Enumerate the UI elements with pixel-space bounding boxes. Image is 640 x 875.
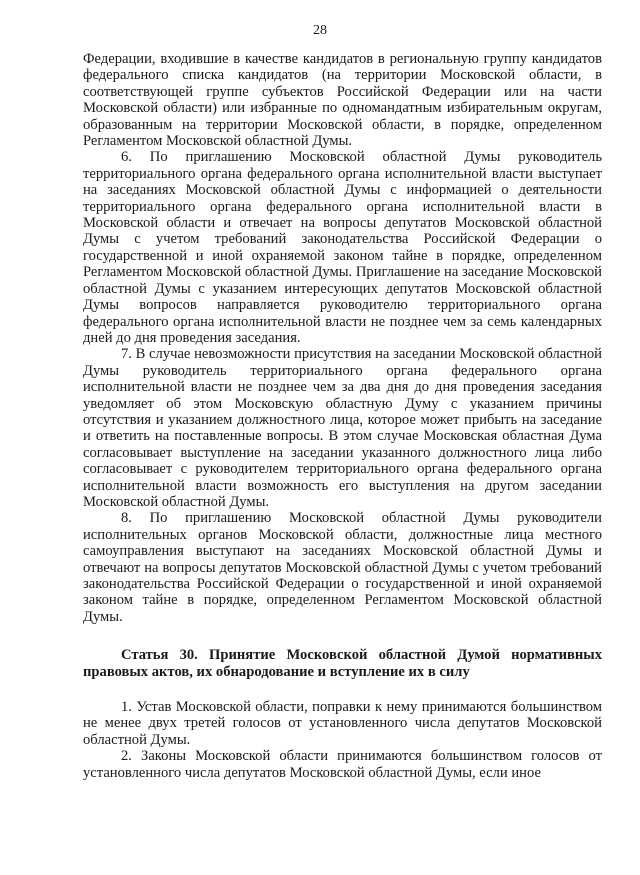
paragraph-article-30-clause-1: 1. Устав Московской области, поправки к нему принимаются большинством не менее двух третей голосов от установленного числа депутатов Московской областной Думы. bbox=[83, 699, 602, 748]
paragraph-clause-8: 8. По приглашению Московской областной Думы руководители исполнительных органов Московской области, должностные лица местного самоуправления выступают на заседаниях Московской областной Думы и отвечают на вопросы депутатов Московской областной Думы с учетом требований законодательства Российской Федерации о государственной и иной охраняемой законом тайне в порядке, определенном Регламентом Московской областной Думы. bbox=[83, 510, 602, 625]
paragraph-clause-6: 6. По приглашению Московской областной Думы руководитель территориального органа федерального органа исполнительной власти выступает на заседаниях Московской областной Думы с информацией о деятельности территориального органа федерального органа исполнительной власти в Московской области и отвечает на вопросы депутатов Московской областной Думы с учетом требований законодательства Российской Федерации о государственной и иной охраняемой законом тайне в порядке, определенном Регламентом Московской областной Думы. Приглашение на заседание Московской областной Думы с указанием интересующих депутатов Московской областной Думы вопросов направляется руководителю территориального органа федерального органа исполнительной власти не позднее чем за семь календарных дней до дня проведения заседания. bbox=[83, 149, 602, 346]
page-number: 28 bbox=[313, 23, 327, 38]
paragraph-continuation: Федерации, входившие в качестве кандидатов в региональную группу кандидатов федерального списка кандидатов (на территории Московской области, в соответствующей группе субъектов Российской Федерации или на части Московской области) или избранные по одномандатным избирательным округам, образованным на территории Московской области, в порядке, определенном Регламентом Московской областной Думы. bbox=[83, 51, 602, 150]
paragraph-clause-7: 7. В случае невозможности присутствия на заседании Московской областной Думы руководитель территориального органа федерального органа исполнительной власти не позднее чем за два дня до дня проведения заседания уведомляет об этом Московскую областную Думу с указанием причины отсутствия и указанием должностного лица, которое может прибыть на заседание и ответить на поставленные вопросы. В этом случае Московская областная Дума согласовывает выступление на заседании указанного должностного лица либо согласовывает с руководителем территориального органа федерального органа исполнительной власти возможность его выступления на другом заседании Московской областной Думы. bbox=[83, 346, 602, 510]
paragraph-article-30-clause-2: 2. Законы Московской области принимаются большинством голосов от установленного числа депутатов Московской областной Думы, если иное bbox=[83, 748, 602, 781]
article-30-heading: Статья 30. Принятие Московской областной Думой нормативных правовых актов, их обнародование и вступление их в силу bbox=[83, 647, 602, 680]
document-body bbox=[83, 51, 602, 781]
